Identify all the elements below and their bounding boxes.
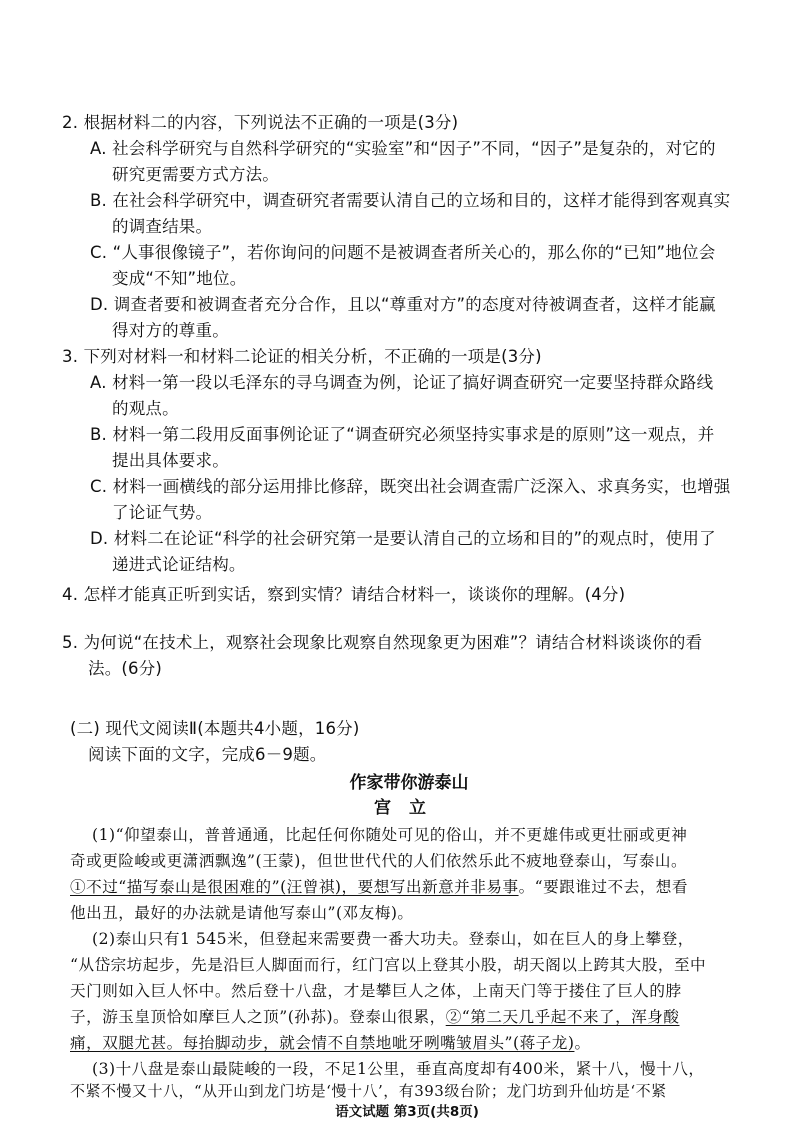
paragraph-1-line-2: 奇或更险峻或更潇洒飘逸”(王蒙)，但世世代代的人们依然乐此不疲地登泰山，写泰山。	[70, 852, 688, 870]
q3-option-a-cont: 的观点。	[112, 399, 179, 418]
section-heading: (二) 现代文阅读Ⅱ(本题共4小题，16分)	[70, 719, 360, 738]
q2-option-a-cont: 研究更需要方式方法。	[112, 165, 279, 184]
q2-stem: 2. 根据材料二的内容，下列说法不正确的一项是(3分)	[62, 113, 459, 132]
q3-option-a: A. 材料一第一段以毛泽东的寻乌调查为例，论证了搞好调查研究一定要坚持群众路线	[90, 373, 714, 392]
paragraph-3-line-1: (3)十八盘是泰山最陡峻的一段，不足1公里，垂直高度却有400米，紧十八，慢十八，	[92, 1060, 705, 1078]
q3-option-c: C. 材料一画横线的部分运用排比修辞，既突出社会调查需广泛深入、求真务实，也增强	[90, 477, 731, 496]
q4-stem: 4. 怎样才能真正听到实话，察到实情？请结合材料一，谈谈你的理解。(4分)	[62, 585, 626, 604]
q3-stem: 3. 下列对材料一和材料二论证的相关分析，不正确的一项是(3分)	[62, 347, 542, 366]
underlined-sentence-2: ②“第二天几乎起不来了，浑身酸	[445, 1008, 680, 1026]
paragraph-2-line-3: 天门则如入巨人怀中。然后登十八盘，才是攀巨人之体，上南天门等于搂住了巨人的脖	[70, 982, 682, 1000]
q3-option-b-cont: 提出具体要求。	[112, 451, 229, 470]
q5-stem: 5. 为何说“在技术上，观察社会现象比观察自然现象更为困难”？请结合材料谈谈你的看	[62, 633, 703, 652]
paragraph-2-line-4	[70, 1004, 680, 1030]
q3-option-c-cont: 了论证气势。	[112, 503, 213, 522]
q2-option-a: A. 社会科学研究与自然科学研究的“实验室”和“因子”不同，“因子”是复杂的，对它的	[90, 139, 716, 158]
paragraph-2-line-2: “从岱宗坊起步，先是沿巨人脚面而行，红门宫以上登其小股，胡天阁以上跨其大股，至中	[70, 956, 707, 974]
article-title: 作家带你游泰山	[349, 773, 469, 793]
paragraph-1-line-1: (1)“仰望泰山，普普通通，比起任何你随处可见的俗山，并不更雄伟或更壮丽或更神	[92, 826, 688, 844]
paragraph-2-line-1: (2)泰山只有1 545米，但登起来需要费一番大功夫。登泰山，如在巨人的身上攀登，	[92, 930, 694, 948]
paragraph-3-line-2: 不紧不慢又十八，“从开山到龙门坊是‘慢十八’，有393级台阶；龙门坊到升仙坊是‘不紧	[70, 1082, 667, 1100]
q2-option-d: D. 调查者要和被调查者充分合作，且以“尊重对方”的态度对待被调查者，这样才能赢	[90, 295, 716, 314]
q3-option-d-cont: 递进式论证结构。	[112, 555, 246, 574]
q2-option-b-cont: 的调查结果。	[112, 217, 213, 236]
paragraph-2-line-5	[70, 1030, 591, 1056]
paragraph-1-line-3-rest: 。“要跟谁过不去，想看	[518, 878, 688, 896]
article-author: 宫立	[374, 798, 444, 818]
paragraph-2-line-4-start: 子，游玉皇顶恰如摩巨人之顶”(孙荪)。登泰山很累，	[70, 1008, 446, 1026]
q2-option-c-cont: 变成“不知”地位。	[112, 269, 247, 288]
q2-option-c: C. “人事很像镜子”，若你询问的问题不是被调查者所关心的，那么你的“已知”地位会	[90, 243, 716, 262]
q3-option-d: D. 材料二在论证“科学的社会研究第一是要认清自己的立场和目的”的观点时，使用了	[90, 529, 716, 548]
underlined-sentence-1: ①不过“描写泰山是很困难的”(汪曾祺)，要想写出新意并非易事	[70, 878, 519, 896]
section-instruction: 阅读下面的文字，完成6－9题。	[88, 745, 327, 764]
q2-option-d-cont: 得对方的尊重。	[112, 321, 229, 340]
paragraph-1-line-4: 他出丑，最好的办法就是请他写泰山”(邓友梅)。	[70, 904, 414, 922]
paragraph-1-line-3	[70, 874, 688, 900]
paragraph-2-line-5-end: 。	[574, 1034, 591, 1052]
q2-option-b: B. 在社会科学研究中，调查研究者需要认清自己的立场和目的，这样才能得到客观真实	[90, 191, 731, 210]
underlined-sentence-2-cont: 痛，双腿尤甚。每抬脚动步，就会情不自禁地呲牙咧嘴皱眉头”(蒋子龙)	[70, 1034, 575, 1052]
q3-option-b: B. 材料一第二段用反面事例论证了“调查研究必须坚持实事求是的原则”这一观点，并	[90, 425, 715, 444]
page-footer: 语文试题 第3页(共8页)	[335, 1104, 479, 1120]
q5-stem-cont: 法。(6分)	[88, 659, 163, 678]
